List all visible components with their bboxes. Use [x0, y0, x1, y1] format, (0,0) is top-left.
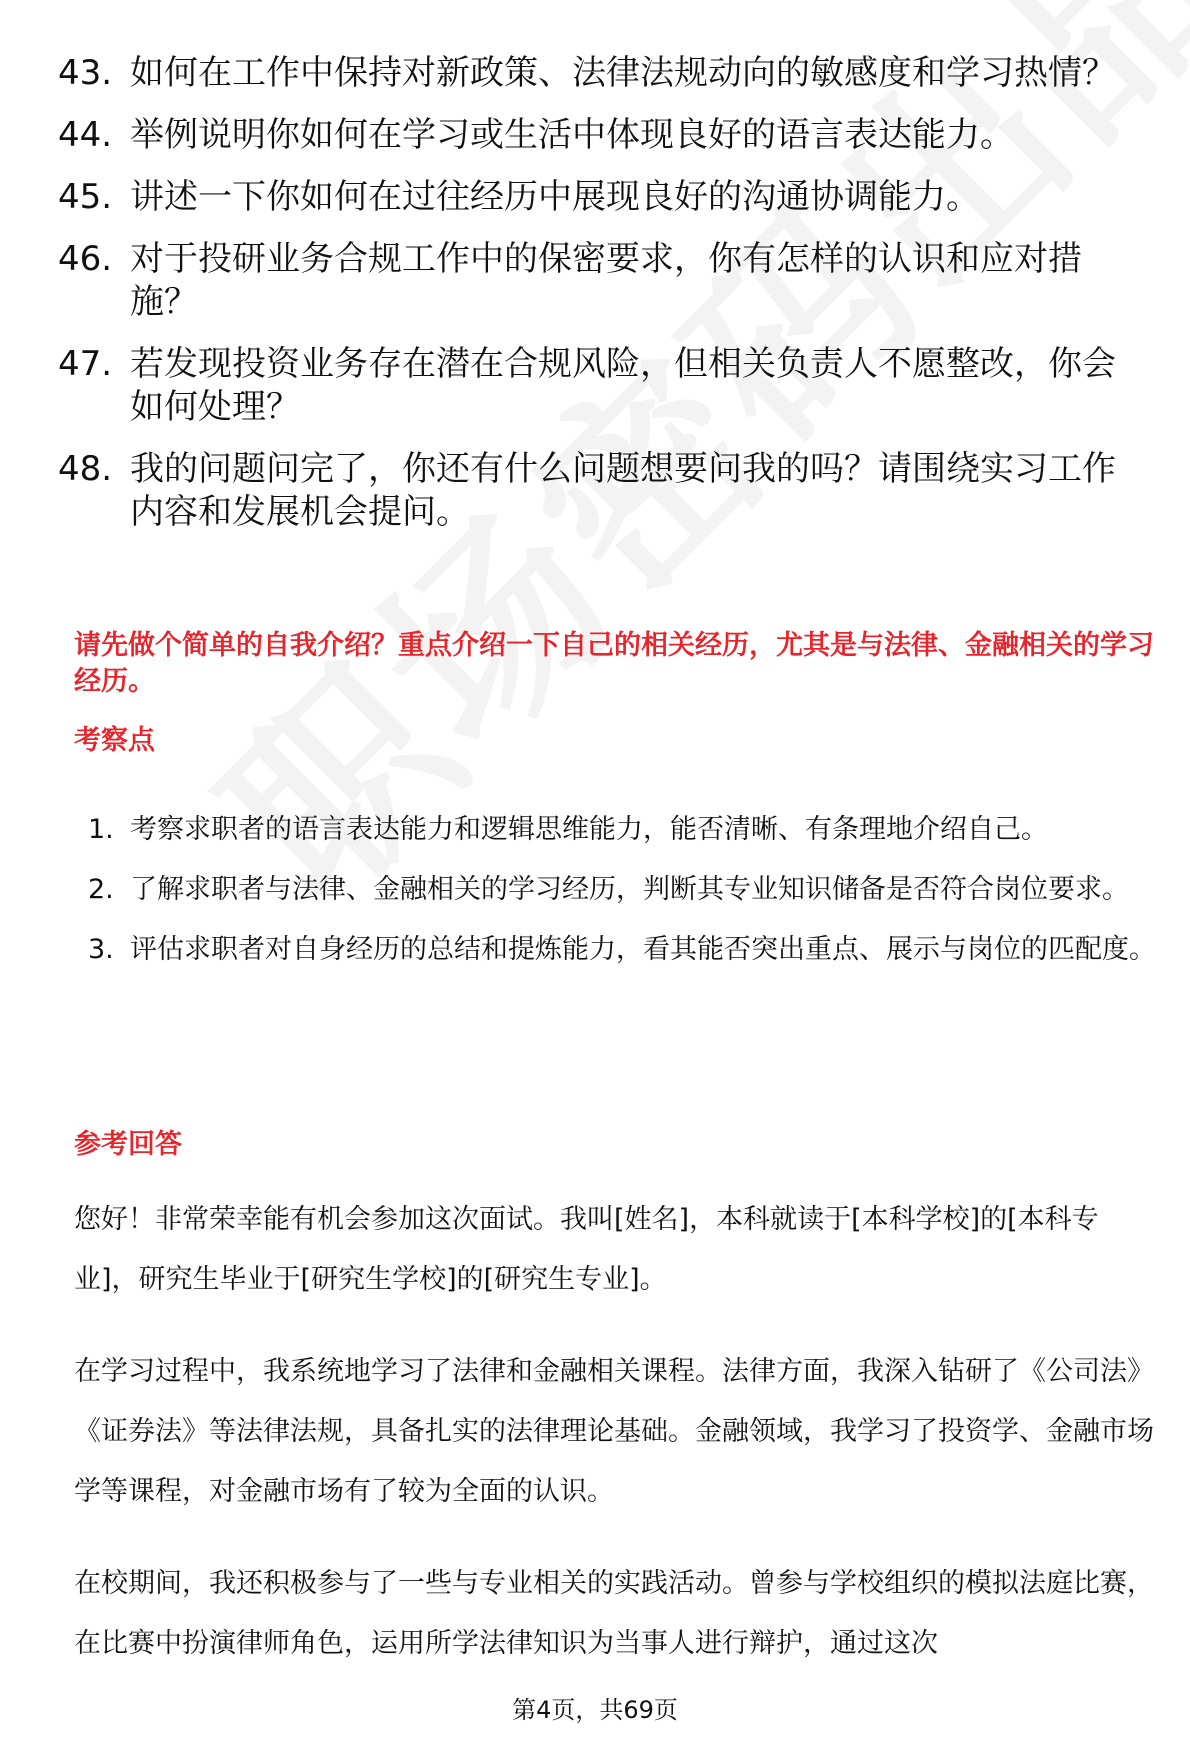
list-item — [58, 343, 1148, 429]
answer-paragraph: 在学习过程中，我系统地学习了法律和金融相关课程。法律方面，我深入钻研了《公司法》《证券法》等法律法规，具备扎实的法律理论基础。金融领域，我学习了投资学、金融市场学等课程，对金融市场有了较为全面的认识。 — [74, 1356, 1154, 1507]
list-item — [58, 238, 1148, 324]
points-list — [88, 800, 1158, 980]
list-item — [58, 176, 1148, 219]
item-number: 48. — [58, 449, 113, 489]
item-number: 47. — [58, 344, 113, 384]
item-number: 44. — [58, 115, 113, 155]
list-item — [88, 800, 1158, 860]
featured-question: 请先做个简单的自我介绍？重点介绍一下自己的相关经历，尤其是与法律、金融相关的学习经历。 — [74, 630, 1154, 697]
list-item — [88, 860, 1158, 920]
list-item — [58, 448, 1148, 534]
list-item — [88, 920, 1158, 980]
item-number: 43. — [58, 53, 113, 93]
item-text: 对于投研业务合规工作中的保密要求，你有怎样的认识和应对措施？ — [130, 239, 1082, 322]
list-item — [58, 52, 1148, 95]
item-text: 我的问题问完了，你还有什么问题想要问我的吗？请围绕实习工作内容和发展机会提问。 — [130, 449, 1116, 532]
item-number: 1. — [88, 814, 114, 845]
item-text: 评估求职者对自身经历的总结和提炼能力，看其能否突出重点、展示与岗位的匹配度。 — [130, 934, 1156, 965]
item-number: 46. — [58, 239, 113, 279]
points-heading: 考察点 — [74, 725, 155, 756]
answer-heading: 参考回答 — [74, 1129, 182, 1160]
question-list — [58, 52, 1148, 553]
item-text: 若发现投资业务存在潜在合规风险，但相关负责人不愿整改，你会如何处理？ — [130, 344, 1116, 427]
item-number: 2. — [88, 874, 114, 905]
answer-paragraph: 您好！非常荣幸能有机会参加这次面试。我叫[姓名]，本科就读于[本科学校]的[本科专业]，研究生毕业于[研究生学校]的[研究生专业]。 — [74, 1204, 1099, 1295]
item-number: 45. — [58, 177, 113, 217]
page-footer: 第4页，共69页 — [512, 1696, 678, 1724]
item-text: 了解求职者与法律、金融相关的学习经历，判断其专业知识储备是否符合岗位要求。 — [130, 874, 1129, 905]
list-item — [58, 114, 1148, 157]
answer-paragraph: 在校期间，我还积极参与了一些与专业相关的实践活动。曾参与学校组织的模拟法庭比赛，在比赛中扮演律师角色，运用所学法律知识为当事人进行辩护，通过这次 — [74, 1568, 1154, 1659]
item-number: 3. — [88, 934, 114, 965]
item-text: 举例说明你如何在学习或生活中体现良好的语言表达能力。 — [130, 115, 1014, 155]
item-text: 考察求职者的语言表达能力和逻辑思维能力，能否清晰、有条理地介绍自己。 — [130, 814, 1048, 845]
item-text: 讲述一下你如何在过往经历中展现良好的沟通协调能力。 — [130, 177, 980, 217]
item-text: 如何在工作中保持对新政策、法律法规动向的敏感度和学习热情？ — [130, 53, 1116, 93]
